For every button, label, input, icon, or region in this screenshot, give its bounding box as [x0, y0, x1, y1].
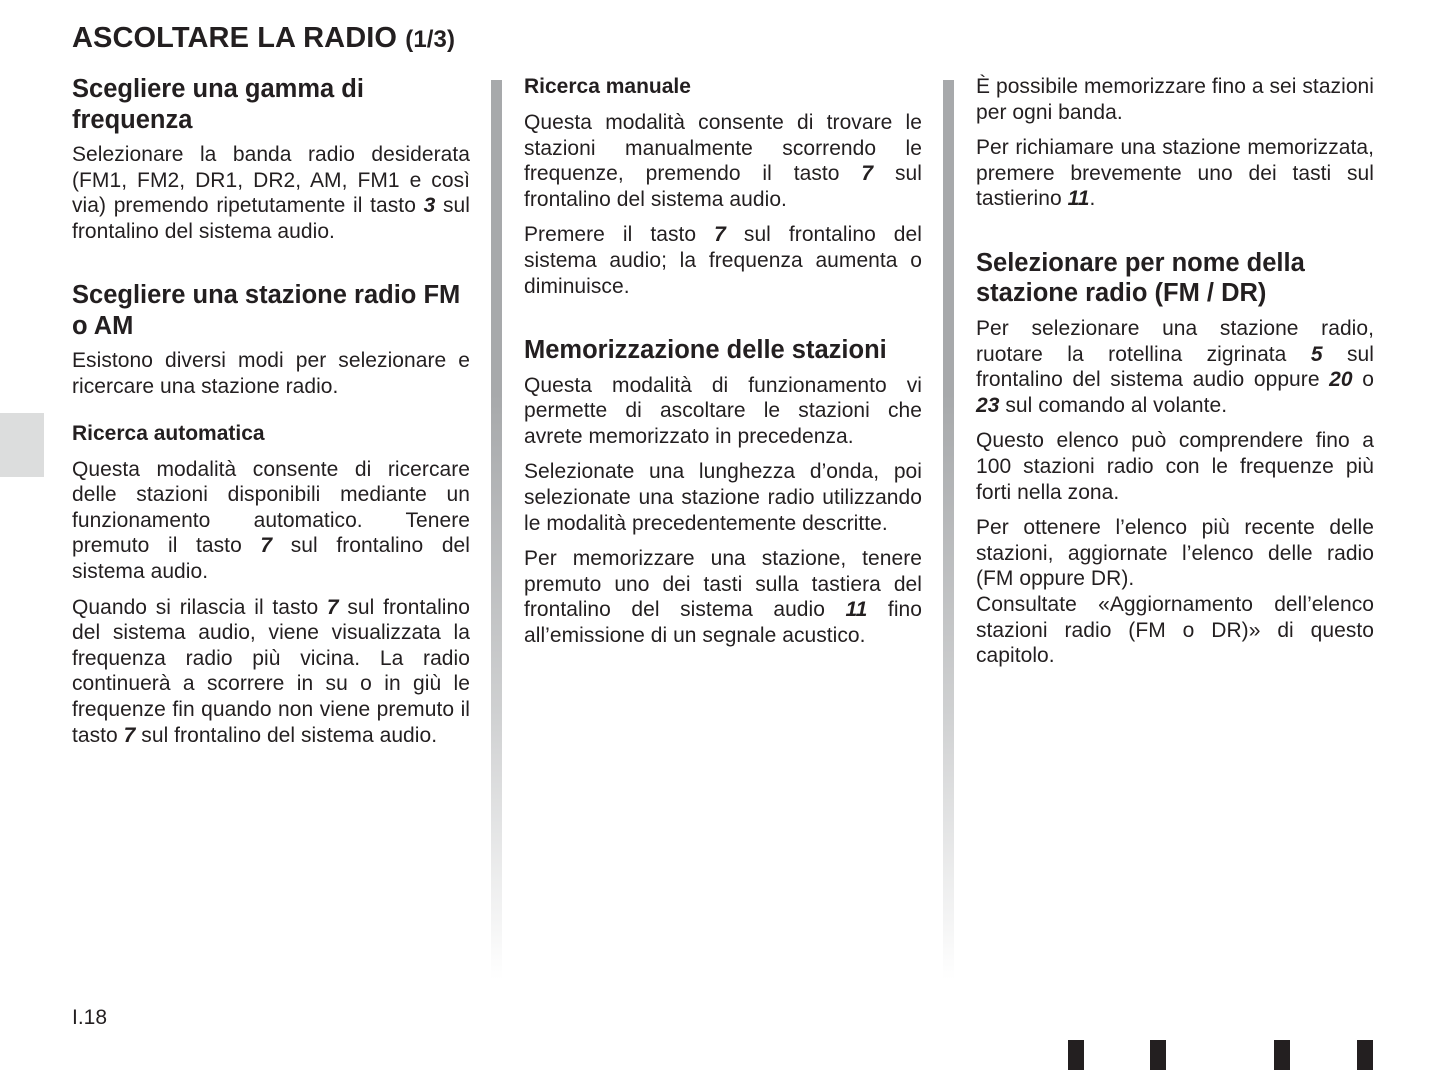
paragraph-six-stations: È possibile memorizzare fino a sei stazioni per ogni banda. — [976, 75, 1374, 124]
text-run: o — [1352, 368, 1374, 392]
text-run: Questa modalità consente di trovare le stazioni manualmente scorrendo le frequenze, premendo il tasto — [524, 111, 922, 186]
text-run: sul frontalino del sistema audio, viene visualizzata la frequenza radio più vicina. La radio continuerà a scorrere in su o in giù le frequenze fin quando non viene premuto il tasto — [72, 595, 470, 747]
paragraph-memorize-1: Questa modalità di funzionamento vi permette di ascoltare le stazioni che avrete memorizzato in precedenza. — [524, 373, 922, 448]
text-run: Per richiamare una stazione memorizzata, premere brevemente uno dei tasti sul tastierino — [976, 136, 1374, 211]
page-title — [72, 22, 455, 55]
key-reference: 7 — [861, 162, 874, 186]
column-right — [976, 74, 1374, 679]
text-run: sul comando al volante. — [999, 393, 1228, 417]
subheading-auto-search: Ricerca automatica — [72, 421, 265, 445]
paragraph-auto-search-2 — [72, 595, 470, 749]
paragraph-modes: Esistono diversi modi per selezionare e ricercare una stazione radio. — [72, 349, 470, 398]
text-run: sul frontalino del sistema audio. — [135, 723, 438, 747]
text-run: Per memorizzare una stazione, tenere premuto uno dei tasti sulla tastiera del frontalino del sistema audio — [524, 547, 922, 622]
text-run: . — [1089, 187, 1096, 211]
text-run: Per ottenere l’elenco più recente delle stazioni, aggiornate l’elenco delle radio (FM oppure DR). — [976, 516, 1374, 591]
text-run: sul frontalino del sistema audio. — [72, 194, 470, 243]
paragraph-memorize-3 — [524, 546, 922, 648]
text-run: sul frontalino del sistema audio. — [72, 534, 471, 583]
heading-memorize-stations: Memorizzazione delle stazioni — [524, 336, 887, 365]
heading-frequency-band: Scegliere una gamma di frequenza — [72, 75, 364, 134]
paragraph-memorize-2: Selezionate una lunghezza d’onda, poi selezionate una stazione radio utilizzando le modalità precedentemente descritte. — [524, 460, 922, 535]
text-run: Per selezionare una stazione radio, ruotare la rotellina zigrinata — [976, 316, 1374, 366]
text-run: fino all’emissione di un segnale acustico. — [524, 598, 922, 647]
paragraph-recall-station — [976, 135, 1374, 212]
column-middle — [524, 74, 922, 659]
paragraph-update-list — [976, 515, 1374, 592]
key-reference: 7 — [260, 534, 273, 558]
paragraph-station-list: Questo elenco può comprendere fino a 100 stazioni radio con le frequenze più forti nella zona. — [976, 429, 1374, 504]
text-run: Quando si rilascia il tasto — [72, 595, 327, 619]
page-title-main: ASCOLTARE LA RADIO — [72, 22, 398, 54]
key-reference: 23 — [976, 393, 1000, 417]
text-run: Selezionare la banda radio desiderata (FM1, FM2, DR1, DR2, AM, FM1 e così via) premendo ripetutamente il tasto — [72, 143, 470, 218]
key-reference: 3 — [423, 194, 436, 218]
paragraph-manual-search-1 — [524, 110, 922, 212]
text-run: sul frontalino del sistema audio. — [524, 162, 922, 211]
heading-choose-station: Scegliere una stazione radio FM o AM — [72, 281, 461, 340]
key-reference: 11 — [845, 598, 868, 622]
paragraph-manual-search-2 — [524, 222, 922, 299]
paragraph-select-by-name — [976, 316, 1374, 418]
column-divider-left — [491, 80, 502, 980]
key-reference: 7 — [123, 723, 136, 747]
text-run: sul frontalino del sistema audio oppure — [976, 342, 1374, 392]
text-run: Questa modalità consente di ricercare delle stazioni disponibili mediante un funzionamento automatico. Tenere premuto il tasto — [72, 457, 470, 558]
column-divider-right — [943, 80, 954, 980]
key-reference: 5 — [1310, 342, 1323, 366]
key-reference: 7 — [326, 595, 339, 619]
key-reference: 20 — [1329, 368, 1353, 392]
page-title-part: (1/3) — [405, 26, 456, 53]
column-left — [72, 74, 470, 758]
paragraph-band-selection — [72, 142, 470, 244]
text-run: sul frontalino del sistema audio; la frequenza aumenta o diminuisce. — [524, 223, 922, 298]
key-reference: 11 — [1067, 187, 1090, 211]
chapter-side-tab — [0, 413, 44, 477]
key-reference: 7 — [714, 223, 726, 247]
thumb-index-mark — [1357, 1040, 1373, 1070]
thumb-index-mark — [1274, 1040, 1290, 1070]
page-number: I.18 — [72, 1006, 108, 1029]
paragraph-auto-search-1 — [72, 457, 470, 585]
paragraph-see-update: Consultate «Aggiornamento dell’elenco stazioni radio (FM o DR)» di questo capitolo. — [976, 592, 1374, 668]
thumb-index-mark — [1150, 1040, 1166, 1070]
text-run: Premere il tasto — [524, 223, 715, 247]
subheading-manual-search: Ricerca manuale — [524, 75, 691, 98]
heading-select-by-name: Selezionare per nome della stazione radio (FM / DR) — [976, 248, 1305, 308]
thumb-index-mark — [1068, 1040, 1084, 1070]
